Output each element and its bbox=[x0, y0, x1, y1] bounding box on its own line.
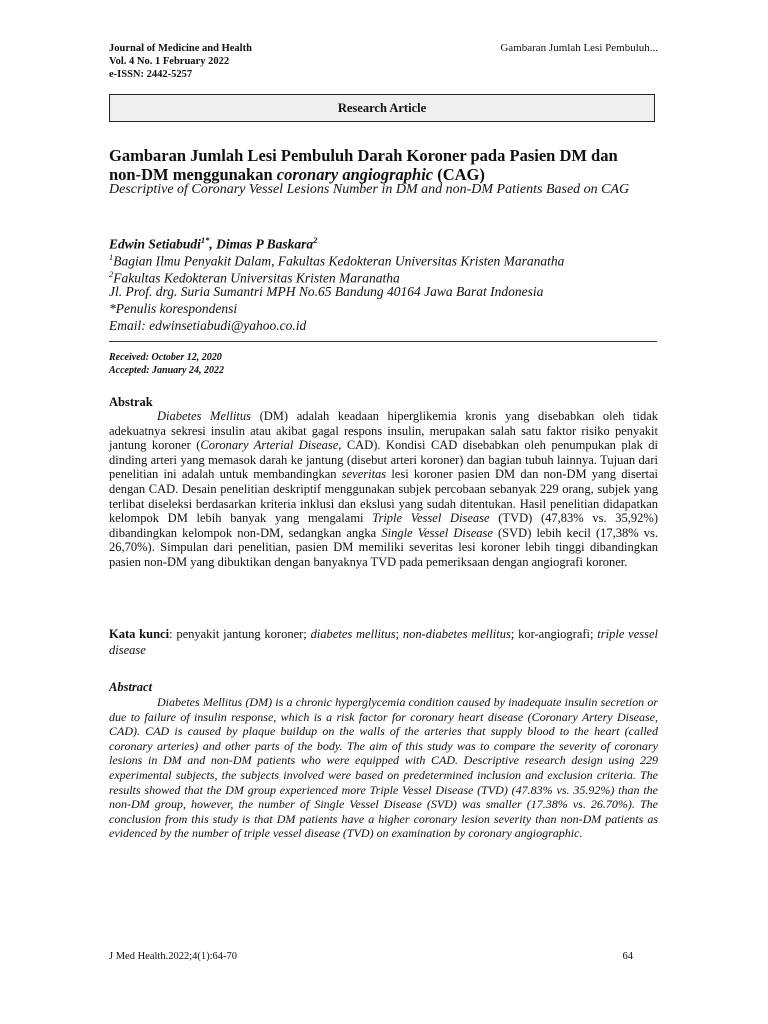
page-number: 64 bbox=[622, 951, 633, 962]
journal-eissn: e-ISSN: 2442-5257 bbox=[109, 69, 193, 80]
received-date: Received: October 12, 2020 bbox=[109, 352, 222, 363]
title-line2c: (CAG) bbox=[433, 165, 485, 184]
divider bbox=[109, 341, 657, 342]
affiliation-1: $^1$Bagian Ilmu Penyakit Dalam, Fakultas Kedokteran Universitas Kristen Maranatha bbox=[109, 252, 565, 269]
article-type-banner: Research Article bbox=[109, 94, 655, 122]
abstract-body: Diabetes Mellitus (DM) is a chronic hyperglycemia condition caused by inadequate insulin secretion or due to failure of insulin response, which is a risk factor for coronary heart disease (Coronary Artery Disease, CAD). CAD is caused by plaque buildup on the walls of the arteries that supply blood to the heart (called coronary arteries) and other parts of the body. The aim of this study was to compare the severity of coronary lesions in DM and non-DM patients who were equipped with CAD. Descriptive research design using 229 experimental subjects, the subjects involved were based on predetermined inclusion and exclusion criteria. The results showed that the DM group experienced more Triple Vessel Disease (TVD) (47.83% vs. 35.92%) than the non-DM group, however, the number of Single Vessel Disease (SVD) was smaller (17.38% vs. 26.70%). The conclusion from this study is that DM patients have a higher coronary lesion severity than non-DM patients as evidenced by the number of triple vessel disease (TVD) on examination by coronary angiographic. bbox=[109, 695, 658, 841]
journal-header bbox=[109, 42, 252, 81]
author-1-sup: 1* bbox=[200, 235, 210, 245]
author-2-sup: 2 bbox=[313, 235, 318, 245]
abstrak-heading: Abstrak bbox=[109, 395, 153, 409]
email: Email: edwinsetiabudi@yahoo.co.id bbox=[109, 318, 307, 333]
abstrak-body: Diabetes Mellitus (DM) adalah keadaan hiperglikemia kronis yang disebabkan oleh tidak adekuatnya sekresi insulin atau akibat gagal respons insulin, merupakan salah satu faktor risiko penyakit jantung koroner (Coronary Arterial Disease, CAD). Kondisi CAD disebabkan oleh penumpukan plak di dinding arteri yang memasok darah ke jantung (disebut arteri koroner) dan bagian tubuh lainnya. Tujuan dari penelitian ini adalah untuk membandingkan severitas lesi koroner pasien DM dan non-DM yang disertai dengan CAD. Desain penelitian deskriptif menggunakan subjek percobaan sebanyak 229 orang, subjek yang terlibat diseleksi berdasarkan kriteria inklusi dan ekslusi yang sudah ditentukan. Hasil penelitian didapatkan kelompok DM lebih banyak yang mengalami Triple Vessel Disease (TVD) (47,83% vs. 35,92%) dibandingkan kelompok non-DM, sedangkan angka Single Vessel Disease (SVD) lebih kecil (17,38% vs. 26,70%). Simpulan dari penelitian, pasien DM memiliki severitas lesi koroner lebih tinggi dibandingkan pasien non-DM yang dibuktikan dengan banyaknya TVD pada pemeriksaan dengan angiografi koroner. bbox=[109, 409, 659, 569]
address: Jl. Prof. drg. Suria Sumantri MPH No.65 Bandung 40164 Jawa Barat Indonesia bbox=[109, 284, 544, 299]
title-line2b: coronary angiographic bbox=[276, 165, 434, 184]
article-title bbox=[109, 146, 669, 184]
title-line1: Gambaran Jumlah Lesi Pembuluh Darah Koroner pada Pasien DM dan bbox=[109, 146, 618, 165]
footer-citation: J Med Health.2022;4(1):64-70 bbox=[109, 951, 238, 962]
running-title: Gambaran Jumlah Lesi Pembuluh... bbox=[500, 42, 658, 54]
journal-name: Journal of Medicine and Health bbox=[109, 43, 252, 54]
article-dates bbox=[109, 351, 224, 377]
affiliation-2: $^2$Fakultas Kedokteran Universitas Kristen Maranatha bbox=[109, 269, 400, 286]
author-1: Edwin Setiabudi bbox=[109, 236, 201, 252]
abstract-heading: Abstract bbox=[109, 680, 153, 694]
keywords-label: Kata kunci bbox=[109, 627, 170, 641]
accepted-date: Accepted: January 24, 2022 bbox=[109, 365, 224, 376]
keywords: Kata kunci: penyakit jantung koroner; diabetes mellitus; non-diabetes mellitus; kor-angiografi; triple vessel disease bbox=[109, 627, 658, 657]
title-line2a: non-DM menggunakan bbox=[109, 165, 277, 184]
article-subtitle: Descriptive of Coronary Vessel Lesions Number in DM and non-DM Patients Based on CAG bbox=[109, 182, 630, 197]
journal-volume: Vol. 4 No. 1 February 2022 bbox=[109, 56, 230, 67]
author-2: , Dimas P Baskara bbox=[209, 236, 314, 252]
correspondence-note: *Penulis korespondensi bbox=[109, 301, 238, 316]
